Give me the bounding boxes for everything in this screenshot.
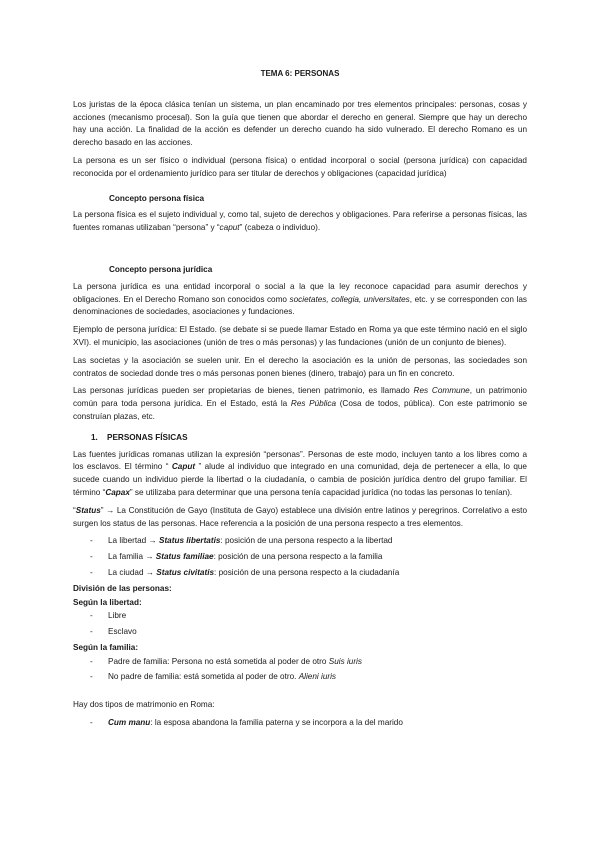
list-item: - La ciudad → Status civitatis: posición de una persona respecto a la ciudadanía — [73, 567, 527, 580]
division-heading: División de las personas: — [73, 583, 172, 593]
list-item: - Esclavo — [73, 626, 527, 639]
paragraph-status: “Status” → La Constitución de Gayo (Instituta de Gayo) establece una división entre latinos y peregrinos. Correlativo a esto surgen los status de las personas. Hace referencia a la posición de una persona respecto a tres elementos. — [73, 505, 527, 528]
familia-list — [73, 656, 527, 685]
list-item: - Cum manu: la esposa abandona la familia paterna y se incorpora a la del marido — [73, 717, 527, 730]
list-item: - Padre de familia: Persona no está sometida al poder de otro Suis iuris — [73, 656, 527, 669]
matrimonio-list — [73, 717, 527, 730]
page-title: TEMA 6: PERSONAS — [260, 69, 340, 78]
familia-heading: Según la familia: — [73, 642, 139, 652]
libertad-list — [73, 610, 527, 639]
section-heading-persona-juridica: Concepto persona jurídica — [109, 264, 213, 274]
paragraph-ejemplo: Ejemplo de persona jurídica: El Estado. (se debate si se puede llamar Estado en Roma ya que este término nació en el siglo XVI). el municipio, las asociaciones (unión de tres o más personas) y las fundaciones (unión de un conjunto de bienes). — [73, 325, 527, 347]
paragraph-patrimonio: Las personas jurídicas pueden ser propietarias de bienes, tienen patrimonio, es llamado Res Commune, un patrimonio común para toda persona jurídica. En el Estado, está la Res Pública (Cosa de todos, pública). Con este patrimonio se construían plazas, etc. — [73, 386, 527, 421]
paragraph-societas: Las societas y la asociación se suelen unir. En el derecho la asociación es la unión de personas, las sociedades son contratos de sociedad donde tres o más personas ponen bienes (dinero, trabajo) para un fin en concreto. — [73, 355, 527, 378]
section-heading-persona-fisica: Concepto persona física — [109, 193, 205, 203]
intro-paragraph: Los juristas de la época clásica tenían un sistema, un plan encaminado por tres elementos principales: personas, cosas y acciones (mecanismo procesal). Son la guía que tienen que abordar el derecho en general. Siempre que hay un derecho hay una acción. La finalidad de la acción es defender un derecho cuando ha sido vulnerado. El derecho Romano es un derecho basado en las acciones. — [73, 99, 527, 148]
list-item: - Libre — [73, 610, 527, 623]
list-item: - No padre de familia: está sometida al poder de otro. Alieni iuris — [73, 671, 527, 684]
status-list — [73, 535, 527, 579]
paragraph-persona-fisica: La persona física es el sujeto individual y, como tal, sujeto de derechos y obligaciones. Para referirse a personas físicas, las fuentes romanas utilizaban “persona” y “caput” (cabeza o individuo). — [73, 210, 527, 233]
paragraph-persona-juridica: La persona jurídica es una entidad incorporal o social a la que la ley reconoce capacidad para asumir derechos y obligaciones. En el Derecho Romano son conocidos como societates, collegia, universitates, etc. y se corresponden con las denominaciones de sociedades, asociaciones y fundaciones. — [73, 281, 527, 317]
list-item: - La libertad → Status libertatis: posición de una persona respecto a la libertad — [73, 535, 527, 548]
libertad-heading: Según la libertad: — [73, 597, 142, 607]
document-body — [73, 68, 527, 733]
matrimonio-intro: Hay dos tipos de matrimonio en Roma: — [73, 700, 215, 710]
section-heading-personas-fisicas: 1. PERSONAS FÍSICAS — [91, 432, 188, 442]
paragraph-fuentes: Las fuentes jurídicas romanas utilizan la expresión “personas”. Personas de este modo, incluyen tanto a los libres como a los esclavos. El término “ Caput ” alude al individuo que integrado en una comunidad, deja de pertenecer a ella, lo que sucede cuando un individuo pierde la libertad o la ciudadanía, o cambia de posición jurídica dentro del grupo familiar. El término “Capax” se utilizaba para determinar que una persona tenía capacidad jurídica (no todas las personas lo tenían). — [73, 449, 527, 497]
list-item: - La familia → Status familiae: posición de una persona respecto a la familia — [73, 551, 527, 564]
intro-paragraph: La persona es un ser físico o individual (persona física) o entidad incorporal o social (persona jurídica) con capacidad reconocida por el ordenamiento jurídico para ser titular de derechos y obligaciones (capacidad jurídica) — [73, 155, 527, 178]
